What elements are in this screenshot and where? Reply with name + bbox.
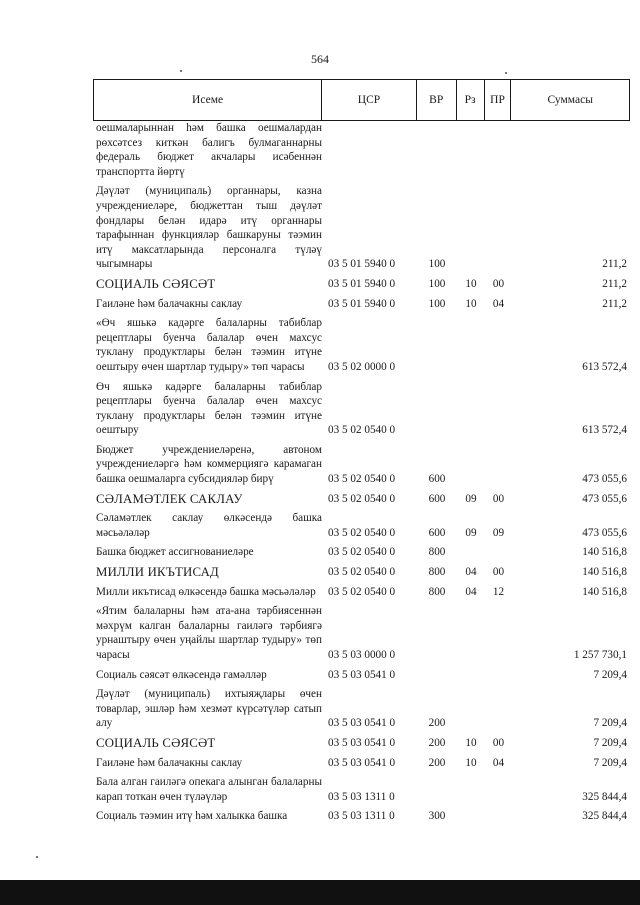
- row-sum: 325 844,4: [582, 790, 627, 803]
- scan-edge-bar: [0, 880, 640, 905]
- row-csr: 03 5 02 0540 0: [328, 566, 396, 579]
- row-csr: 03 5 02 0540 0: [328, 424, 396, 437]
- table-row: [93, 687, 630, 731]
- row-vr: 200: [428, 756, 446, 769]
- table-row: [93, 511, 630, 540]
- row-sum: 211,2: [602, 297, 627, 310]
- row-name: Дәүләт (муниципаль) ихтыяҗлары өчен товарлар, эшләр һәм хезмәт күрсәтүләр сатып алу: [96, 688, 322, 730]
- row-sum: 613 572,4: [582, 360, 627, 373]
- row-rz: 10: [465, 297, 477, 310]
- row-sum: 140 516,8: [582, 546, 627, 559]
- table-row: [93, 121, 630, 179]
- row-name: СӘЛАМӘТЛЕК САКЛАУ: [96, 491, 243, 506]
- row-rz: 04: [465, 585, 477, 598]
- row-vr: 100: [428, 258, 446, 271]
- row-csr: 03 5 02 0540 0: [328, 585, 396, 598]
- row-csr: 03 5 03 0541 0: [328, 756, 396, 769]
- row-csr: 03 5 02 0540 0: [328, 473, 396, 486]
- row-name: Дәүләт (муниципаль) органнары, казна учреждениеләре, бюджеттан тыш дәүләт фондлары белән идарә итү органнары тарафыннан функцияләр башкаруны тәэмин итү максатларында персоналга түләү чыгымнары: [96, 185, 322, 271]
- table-row: [93, 604, 630, 662]
- row-name: «Ятим балаларны һәм ата-ана тәрбиясеннән мәхрүм калган балаларны гаиләгә тәрбиягә урнаштыру өчен уңайлы шартлар тудыру» төп чарасы: [96, 605, 322, 661]
- row-name: «Өч яшькә кадәрге балаларны табиблар рецептлары буенча балалар өчен махсус туклану продуктлары белән тәэмин итүне оештыру өчен шартлар тудыру» төп чарасы: [96, 317, 322, 373]
- row-pr: 12: [492, 585, 505, 598]
- row-sum: 140 516,8: [582, 585, 627, 598]
- row-vr: 300: [428, 810, 446, 823]
- row-csr: 03 5 02 0540 0: [328, 492, 396, 505]
- row-name: оешмаларыннан һәм башка оешмалардан рөхсәтсез киткән балигъ булмаганнарны федераль бюджет акчалары исәбеннән транспортта йөртү: [96, 122, 322, 178]
- row-rz: 09: [465, 492, 477, 505]
- row-vr: 200: [428, 717, 446, 730]
- row-csr: 03 5 03 0541 0: [328, 717, 396, 730]
- row-vr: 800: [428, 566, 446, 579]
- row-pr: 09: [492, 526, 505, 539]
- row-rz: 10: [465, 277, 477, 290]
- row-csr: 03 5 02 0540 0: [328, 546, 396, 559]
- row-pr: 04: [492, 297, 505, 310]
- page-number: 564: [311, 52, 329, 66]
- row-vr: 600: [428, 526, 446, 539]
- row-name: Өч яшькә кадәрге балаларны табиблар рецептлары буенча балалар өчен махсус туклану продуктлары белән тәэмин итүне оештыру: [96, 380, 322, 437]
- header-vr: ВР: [417, 80, 457, 120]
- row-pr: 04: [492, 756, 505, 769]
- row-vr: 800: [428, 546, 446, 559]
- row-pr: 00: [492, 736, 505, 749]
- row-pr: 00: [492, 492, 505, 505]
- row-pr: 00: [492, 277, 505, 290]
- table-row: [93, 756, 630, 771]
- row-name: Гаиләне һәм балачакны саклау: [96, 297, 243, 310]
- row-sum: 7 209,4: [593, 668, 627, 681]
- header-name: Исеме: [94, 80, 322, 120]
- header-pr: ПР: [485, 80, 512, 120]
- row-sum: 7 209,4: [593, 756, 627, 769]
- row-rz: 09: [465, 526, 477, 539]
- row-sum: 7 209,4: [593, 736, 627, 749]
- row-vr: 600: [428, 473, 446, 486]
- row-csr: 03 5 03 1311 0: [328, 810, 395, 823]
- row-pr: 00: [492, 566, 505, 579]
- row-csr: 03 5 03 1311 0: [328, 790, 395, 803]
- header-rz: Рз: [457, 80, 485, 120]
- table-header: [93, 79, 630, 121]
- row-rz: 10: [465, 756, 477, 769]
- row-sum: 1 257 730,1: [573, 649, 627, 661]
- table-row: [93, 443, 630, 487]
- table-row: [93, 297, 630, 312]
- table-row: [93, 545, 630, 560]
- table-row: [93, 316, 630, 374]
- header-csr: ЦСР: [322, 80, 417, 120]
- table-row: [93, 277, 630, 292]
- row-csr: 03 5 02 0540 0: [328, 526, 396, 539]
- row-name: СОЦИАЛЬ СӘЯСӘТ: [96, 276, 216, 291]
- row-csr: 03 5 03 0541 0: [328, 668, 396, 681]
- row-rz: 10: [465, 736, 477, 749]
- row-name: МИЛЛИ ИКЪТИСАД: [96, 565, 219, 580]
- row-name: Гаиләне һәм балачакны саклау: [96, 756, 243, 769]
- row-name: СОЦИАЛЬ СӘЯСӘТ: [96, 735, 216, 750]
- row-sum: 325 844,4: [582, 810, 627, 823]
- table-row: [93, 775, 630, 804]
- header-sum: Суммасы: [547, 94, 593, 106]
- row-vr: 100: [428, 297, 446, 310]
- table-row: [93, 184, 630, 272]
- row-vr: 600: [428, 492, 446, 505]
- table-row: [93, 809, 630, 824]
- scan-speck: [505, 72, 507, 74]
- row-csr: 03 5 03 0541 0: [328, 736, 396, 749]
- row-name: Башка бюджет ассигнованиеләре: [96, 546, 254, 559]
- row-sum: 211,2: [602, 277, 627, 290]
- row-vr: 200: [428, 736, 446, 749]
- row-csr: 03 5 01 5940 0: [328, 258, 396, 271]
- row-sum: 473 055,6: [582, 473, 627, 486]
- table-row: [93, 565, 630, 580]
- table-row: [93, 668, 630, 683]
- scan-speck: [180, 70, 182, 72]
- row-name: Бюджет учреждениеләренә, автоном учреждениеләргә һәм коммерциягә карамаган башка оешмаларга субсидияләр бирү: [96, 443, 322, 486]
- row-csr: 03 5 03 0000 0: [328, 649, 396, 661]
- row-name: Милли икътисад өлкәсендә башка мәсьәләләр: [96, 585, 316, 598]
- row-name: Социаль сәясәт өлкәсендә гамәлләр: [96, 668, 267, 681]
- table-row: [93, 380, 630, 438]
- row-csr: 03 5 01 5940 0: [328, 277, 396, 290]
- table-body: [93, 121, 630, 829]
- row-sum: 473 055,6: [582, 492, 627, 505]
- row-vr: 800: [428, 585, 446, 598]
- row-sum: 613 572,4: [582, 424, 627, 437]
- row-sum: 7 209,4: [593, 717, 627, 730]
- row-vr: 100: [428, 277, 446, 290]
- row-name: Социаль тәэмин итү һәм халыкка башка: [96, 810, 288, 823]
- row-sum: 140 516,8: [582, 566, 627, 579]
- table-row: [93, 736, 630, 751]
- row-sum: 473 055,6: [582, 526, 627, 539]
- scan-speck: [36, 856, 38, 858]
- row-name: Сәламәтлек саклау өлкәсендә башка мәсьәләләр: [96, 512, 322, 539]
- row-csr: 03 5 02 0000 0: [328, 360, 396, 373]
- table-row: [93, 492, 630, 507]
- row-rz: 04: [465, 566, 477, 579]
- row-name: Бала алган гаиләгә опекага алынган балаларны карап тоткан өчен түләүләр: [96, 776, 322, 803]
- table-row: [93, 585, 630, 600]
- row-csr: 03 5 01 5940 0: [328, 297, 396, 310]
- row-sum: 211,2: [602, 258, 627, 271]
